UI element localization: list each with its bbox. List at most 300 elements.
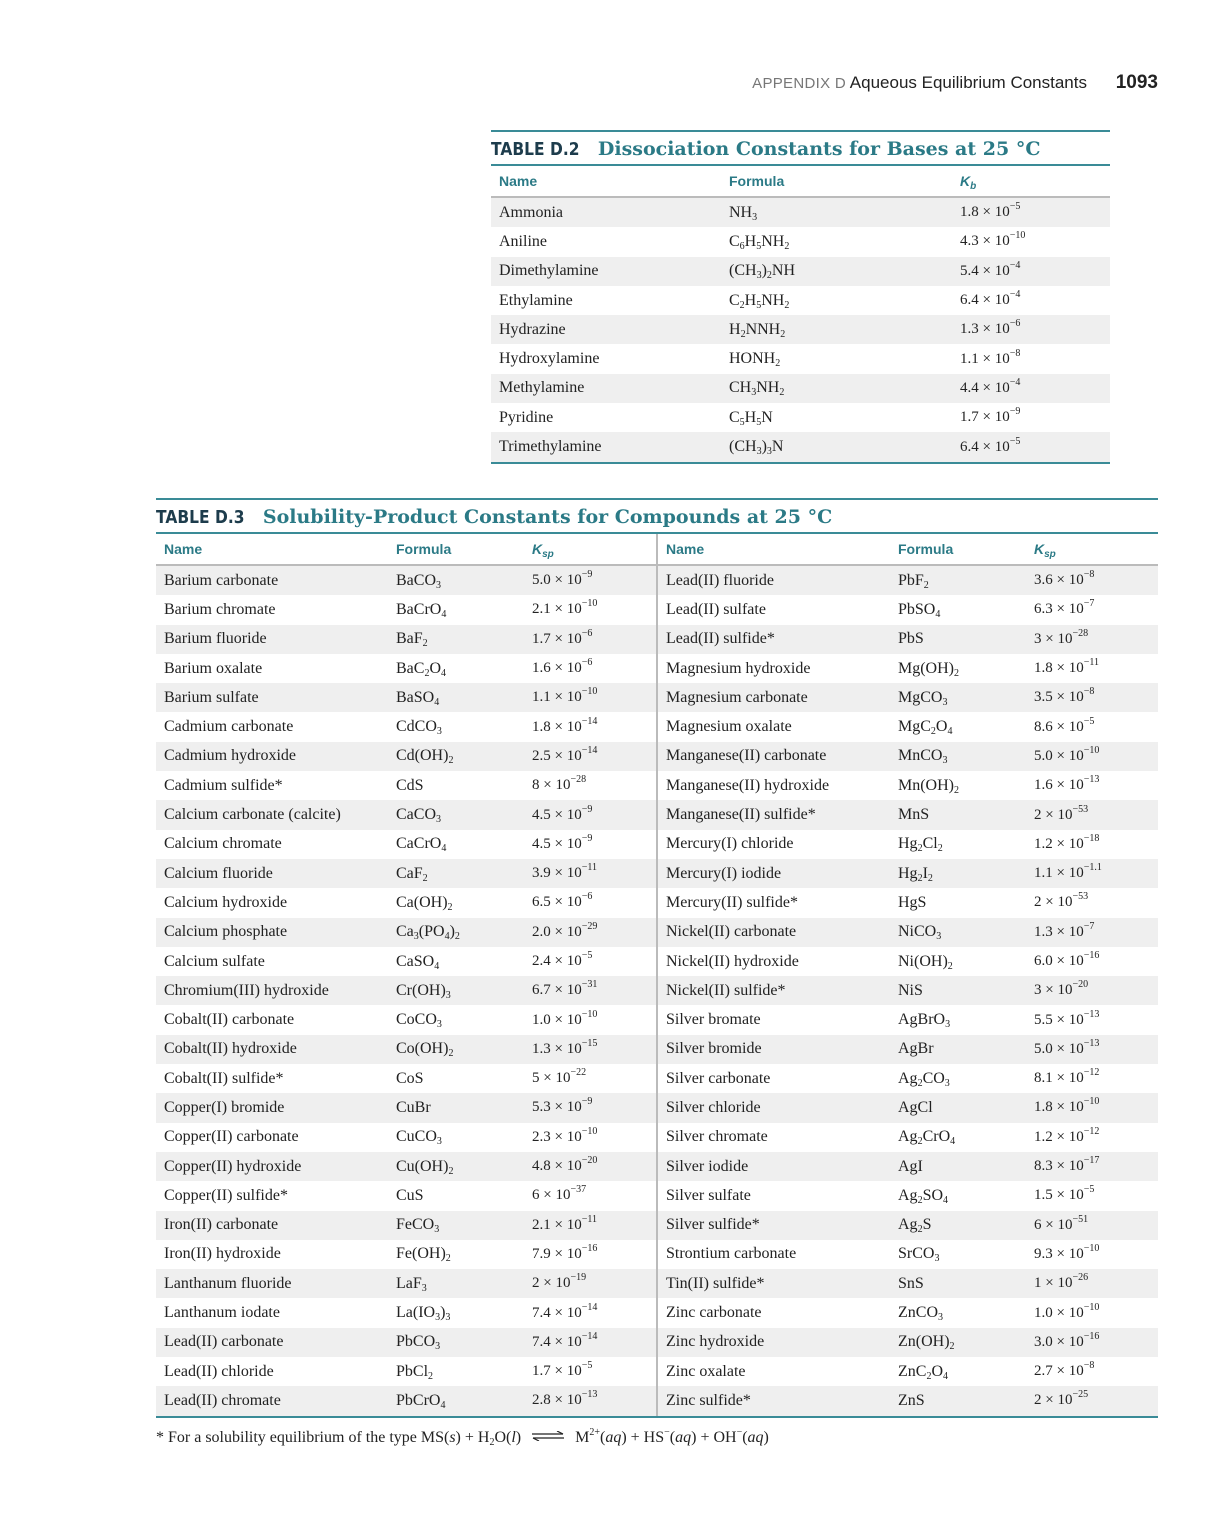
compound-formula: CdS [396, 776, 424, 794]
table-row [156, 1328, 656, 1357]
constant-value: $1.0 \times 10^{-10}$ [532, 1008, 598, 1028]
constant-value: $1.8 \times 10^{-10}$ [1034, 1096, 1100, 1116]
compound-name: Calcium carbonate (calcite) [164, 806, 341, 824]
table-d3-title [156, 498, 1158, 534]
constant-value: $6.5 \times 10^{-6}$ [532, 891, 593, 911]
table-row [156, 888, 656, 917]
table-row [156, 566, 656, 595]
compound-formula: $MgC_2O_4$ [898, 718, 953, 738]
constant-value: $5.4 \times 10^{-4}$ [960, 259, 1021, 279]
compound-name: Lead(II) chromate [164, 1391, 281, 1409]
table-row [156, 918, 656, 947]
constant-value: $6.4 \times 10^{-4}$ [960, 289, 1021, 309]
constant-value: $4.4 \times 10^{-4}$ [960, 376, 1021, 396]
constant-value: $1.5 \times 10^{-5}$ [1034, 1184, 1095, 1204]
table-row [491, 315, 1110, 344]
table-row [156, 625, 656, 654]
compound-name: Hydroxylamine [499, 350, 600, 368]
compound-name: Calcium chromate [164, 835, 282, 853]
table-row [658, 566, 1158, 595]
compound-formula: AgBr [898, 1040, 934, 1058]
constant-value: $8.3 \times 10^{-17}$ [1034, 1155, 1100, 1175]
compound-formula: BaSO$_4$ [396, 688, 440, 708]
compound-formula: $La(IO_3)_3$ [396, 1304, 451, 1324]
compound-name: Lead(II) chloride [164, 1362, 274, 1380]
footnote [156, 1429, 769, 1447]
constant-value: $2 \times 10^{-53}$ [1034, 803, 1089, 823]
constant-value: $5.0 \times 10^{-9}$ [532, 569, 593, 589]
constant-value: $6.7 \times 10^{-31}$ [532, 979, 598, 999]
constant-value: $1.7 \times 10^{-9}$ [960, 406, 1021, 426]
compound-formula: $Ag_2S$ [898, 1216, 932, 1236]
compound-name: Magnesium carbonate [666, 688, 808, 706]
compound-name: Barium fluoride [164, 630, 267, 648]
compound-name: Trimethylamine [499, 438, 602, 456]
compound-formula: NiCO$_3$ [898, 923, 942, 943]
constant-value: $6.0 \times 10^{-16}$ [1034, 950, 1100, 969]
compound-name: Aniline [499, 232, 547, 250]
table-d3 [156, 498, 1158, 1418]
compound-formula: AgBrO$_3$ [898, 1011, 951, 1031]
table-row [658, 1035, 1158, 1064]
compound-name: Methylamine [499, 379, 585, 397]
table-row [658, 683, 1158, 712]
table-row [658, 1357, 1158, 1386]
compound-name: Copper(II) sulfide* [164, 1186, 288, 1204]
compound-name: Cadmium sulfide* [164, 776, 283, 794]
table-row [658, 1328, 1158, 1357]
table-d3-right-body [658, 566, 1158, 1416]
compound-formula: $Ca(OH)_2$ [396, 893, 453, 913]
compound-formula: ZnCO$_3$ [898, 1304, 943, 1324]
compound-name: Nickel(II) hydroxide [666, 952, 799, 970]
compound-name: Cadmium hydroxide [164, 747, 296, 765]
col-header-ksp: $K_{sp}$ [532, 541, 554, 560]
constant-value: $1.2 \times 10^{-12}$ [1034, 1125, 1100, 1145]
constant-value: $8.6 \times 10^{-5}$ [1034, 715, 1095, 735]
table-d2-body [491, 198, 1110, 464]
table-d3-left-body [156, 566, 656, 1416]
table-d2-title [491, 130, 1110, 166]
table-row [658, 1240, 1158, 1269]
table-row [658, 625, 1158, 654]
constant-value: $2.3 \times 10^{-10}$ [532, 1125, 598, 1145]
compound-formula: $Cr(OH)_3$ [396, 981, 451, 1001]
compound-formula: $Zn(OH)_2$ [898, 1333, 955, 1353]
constant-value: $2.0 \times 10^{-29}$ [532, 920, 598, 940]
table-row [658, 1152, 1158, 1181]
table-row [156, 1386, 656, 1415]
table-d3-caption: Solubility-Product Constants for Compounds at 25 °C [262, 506, 833, 528]
compound-name: Lanthanum iodate [164, 1304, 280, 1322]
table-row [658, 742, 1158, 771]
table-row [658, 947, 1158, 976]
constant-value: $1.8 \times 10^{-5}$ [960, 201, 1021, 221]
table-row [658, 830, 1158, 859]
table-row [156, 712, 656, 741]
constant-value: $6 \times 10^{-51}$ [1034, 1213, 1089, 1233]
constant-value: $6.3 \times 10^{-7}$ [1034, 598, 1095, 618]
table-row [658, 800, 1158, 829]
table-row [156, 947, 656, 976]
table-d3-right-half [658, 534, 1158, 1416]
compound-name: Copper(I) bromide [164, 1098, 285, 1116]
compound-formula: $CH_3NH_2$ [729, 379, 785, 399]
compound-formula: BaCrO$_4$ [396, 600, 447, 620]
compound-formula: $Mn(OH)_2$ [898, 776, 959, 796]
constant-value: $4.5 \times 10^{-9}$ [532, 803, 593, 823]
table-row [156, 859, 656, 888]
table-row [156, 830, 656, 859]
compound-formula: $Hg_2Cl_2$ [898, 835, 943, 855]
constant-value: $8.1 \times 10^{-12}$ [1034, 1067, 1100, 1087]
table-row [156, 771, 656, 800]
table-row [156, 654, 656, 683]
col-header-kb: $K_b$ [960, 173, 977, 192]
constant-value: $5.0 \times 10^{-13}$ [1034, 1037, 1100, 1057]
compound-formula: PbCO$_3$ [396, 1333, 441, 1353]
table-row [156, 1298, 656, 1327]
appendix-title: Aqueous Equilibrium Constants [849, 73, 1087, 92]
compound-name: Silver sulfate [666, 1186, 751, 1204]
col-header-formula: Formula [898, 541, 954, 557]
constant-value: $4.5 \times 10^{-9}$ [532, 832, 593, 852]
compound-formula: CaCrO$_4$ [396, 835, 447, 855]
compound-formula: PbCl$_2$ [396, 1362, 434, 1382]
table-row [658, 1269, 1158, 1298]
table-row [156, 1123, 656, 1152]
table-row [156, 742, 656, 771]
compound-name: Zinc carbonate [666, 1304, 762, 1322]
table-row [658, 1005, 1158, 1034]
compound-name: Cobalt(II) hydroxide [164, 1040, 297, 1058]
compound-name: Nickel(II) carbonate [666, 923, 797, 941]
compound-name: Barium carbonate [164, 571, 279, 589]
table-row [658, 888, 1158, 917]
table-row [491, 374, 1110, 403]
table-row [156, 1240, 656, 1269]
constant-value: $5.5 \times 10^{-13}$ [1034, 1008, 1100, 1028]
constant-value: $1.7 \times 10^{-6}$ [532, 627, 593, 647]
table-d3-columns [156, 534, 1158, 1418]
table-row [658, 1298, 1158, 1327]
col-header-name: Name [164, 541, 203, 557]
constant-value: $1.6 \times 10^{-13}$ [1034, 774, 1100, 794]
compound-name: Zinc sulfide* [666, 1391, 751, 1409]
compound-formula: PbF$_2$ [898, 571, 929, 591]
compound-name: Silver sulfide* [666, 1216, 760, 1234]
table-row [491, 403, 1110, 432]
constant-value: $1.1 \times 10^{-1.1}$ [1034, 862, 1102, 882]
footnote-lhs: * For a solubility equilibrium of the type $MS(s) + H_2O(l)$ [156, 1429, 522, 1448]
table-row [156, 800, 656, 829]
compound-name: Manganese(II) sulfide* [666, 806, 816, 824]
compound-name: Lead(II) sulfate [666, 600, 766, 618]
constant-value: $1.3 \times 10^{-7}$ [1034, 920, 1095, 940]
compound-formula: $Fe(OH)_2$ [396, 1245, 451, 1265]
compound-formula: $C_2H_5NH_2$ [729, 291, 790, 311]
compound-formula: FeCO$_3$ [396, 1216, 440, 1236]
constant-value: $2.1 \times 10^{-11}$ [532, 1213, 597, 1233]
table-row [658, 859, 1158, 888]
compound-formula: $Ag_2CO_3$ [898, 1069, 950, 1089]
compound-formula: $(CH_3)_2NH$ [729, 262, 795, 282]
compound-formula: CaCO$_3$ [396, 806, 441, 826]
table-row [491, 344, 1110, 373]
compound-name: Lead(II) sulfide* [666, 630, 775, 648]
compound-formula: $C_5H_5N$ [729, 408, 773, 428]
compound-formula: SrCO$_3$ [898, 1245, 940, 1265]
compound-name: Barium sulfate [164, 688, 259, 706]
compound-formula: ZnS [898, 1391, 925, 1409]
compound-name: Nickel(II) sulfide* [666, 981, 786, 999]
compound-name: Chromium(III) hydroxide [164, 981, 329, 999]
compound-formula: LaF$_3$ [396, 1274, 427, 1294]
running-head [752, 72, 1158, 94]
compound-name: Magnesium hydroxide [666, 659, 811, 677]
constant-value: $2 \times 10^{-53}$ [1034, 891, 1089, 911]
constant-value: $2.1 \times 10^{-10}$ [532, 598, 598, 618]
compound-name: Tin(II) sulfide* [666, 1274, 765, 1292]
compound-formula: MnS [898, 806, 930, 824]
compound-formula: CaF$_2$ [396, 864, 428, 884]
compound-formula: CuBr [396, 1098, 431, 1116]
table-row [156, 1181, 656, 1210]
compound-formula: CuCO$_3$ [396, 1128, 442, 1148]
compound-name: Calcium hydroxide [164, 893, 288, 911]
table-row [156, 1005, 656, 1034]
footnote-rhs: $M^{2+}(aq) + HS^-(aq) + OH^-(aq)$ [575, 1427, 769, 1446]
table-row [491, 257, 1110, 286]
table-row [658, 1211, 1158, 1240]
compound-formula: BaF$_2$ [396, 630, 428, 650]
constant-value: $8 \times 10^{-28}$ [532, 774, 587, 794]
col-header-name: Name [666, 541, 705, 557]
table-row [658, 918, 1158, 947]
table-row [156, 1152, 656, 1181]
constant-value: $4.3 \times 10^{-10}$ [960, 230, 1026, 250]
compound-formula: $H_2NNH_2$ [729, 320, 786, 340]
compound-name: Calcium sulfate [164, 952, 265, 970]
table-row [156, 1211, 656, 1240]
compound-name: Zinc hydroxide [666, 1333, 765, 1351]
compound-formula: $Mg(OH)_2$ [898, 659, 959, 679]
constant-value: $1.8 \times 10^{-14}$ [532, 715, 598, 735]
table-d3-right-header [658, 534, 1158, 566]
constant-value: $5.0 \times 10^{-10}$ [1034, 744, 1100, 764]
col-header-formula: Formula [396, 541, 452, 557]
compound-name: Lead(II) carbonate [164, 1333, 284, 1351]
compound-name: Manganese(II) hydroxide [666, 776, 830, 794]
constant-value: $7.4 \times 10^{-14}$ [532, 1301, 598, 1321]
compound-formula: $Ni(OH)_2$ [898, 952, 953, 972]
table-d2-label: TABLE D.2 [491, 139, 580, 160]
constant-value: $6.4 \times 10^{-5}$ [960, 435, 1021, 455]
table-row [658, 1386, 1158, 1415]
constant-value: $3.0 \times 10^{-16}$ [1034, 1330, 1100, 1350]
appendix-label: APPENDIX D [752, 75, 846, 92]
compound-name: Calcium phosphate [164, 923, 288, 941]
compound-formula: $Ag_2SO_4$ [898, 1186, 949, 1206]
compound-formula: $ZnC_2O_4$ [898, 1362, 949, 1382]
table-d2-caption: Dissociation Constants for Bases at 25 °C [597, 138, 1041, 160]
table-d3-left-header [156, 534, 656, 566]
compound-formula: $Co(OH)_2$ [396, 1040, 454, 1060]
table-row [156, 683, 656, 712]
compound-name: Barium chromate [164, 600, 276, 618]
constant-value: $7.4 \times 10^{-14}$ [532, 1330, 598, 1350]
compound-formula: AgCl [898, 1098, 933, 1116]
table-row [156, 976, 656, 1005]
compound-name: Silver iodide [666, 1157, 749, 1175]
compound-name: Ethylamine [499, 291, 573, 309]
constant-value: $4.8 \times 10^{-20}$ [532, 1155, 598, 1175]
table-row [491, 198, 1110, 227]
table-d3-label: TABLE D.3 [156, 507, 245, 528]
compound-name: Mercury(I) chloride [666, 835, 794, 853]
table-row [156, 1064, 656, 1093]
compound-formula: CdCO$_3$ [396, 718, 442, 738]
constant-value: $1.1 \times 10^{-10}$ [532, 686, 598, 706]
table-row [491, 432, 1110, 461]
compound-name: Silver bromide [666, 1040, 762, 1058]
constant-value: $2 \times 10^{-19}$ [532, 1272, 587, 1292]
compound-formula: PbSO$_4$ [898, 600, 941, 620]
compound-formula: NiS [898, 981, 923, 999]
table-row [658, 595, 1158, 624]
compound-name: Iron(II) hydroxide [164, 1245, 281, 1263]
compound-formula: $Cu(OH)_2$ [396, 1157, 454, 1177]
constant-value: $2.4 \times 10^{-5}$ [532, 950, 593, 969]
constant-value: $1.8 \times 10^{-11}$ [1034, 657, 1099, 677]
table-row [658, 654, 1158, 683]
compound-name: Silver bromate [666, 1011, 761, 1029]
table-row [156, 1357, 656, 1386]
constant-value: $3.5 \times 10^{-8}$ [1034, 686, 1095, 706]
compound-formula: $C_6H_5NH_2$ [729, 232, 790, 252]
compound-name: Silver chromate [666, 1128, 768, 1146]
compound-formula: $(CH_3)_3N$ [729, 438, 784, 458]
table-row [658, 771, 1158, 800]
table-row [658, 1181, 1158, 1210]
compound-formula: BaCO$_3$ [396, 571, 441, 591]
compound-formula: SnS [898, 1274, 924, 1292]
compound-formula: CaSO$_4$ [396, 952, 440, 972]
compound-name: Ammonia [499, 203, 563, 221]
col-header-name: Name [499, 173, 538, 189]
compound-name: Copper(II) carbonate [164, 1128, 299, 1146]
col-header-ksp: $K_{sp}$ [1034, 541, 1056, 560]
compound-formula: CuS [396, 1186, 424, 1204]
table-row [491, 227, 1110, 256]
compound-name: Copper(II) hydroxide [164, 1157, 302, 1175]
table-row [491, 286, 1110, 315]
constant-value: $2.5 \times 10^{-14}$ [532, 744, 598, 764]
compound-formula: MgCO$_3$ [898, 688, 948, 708]
table-d2-header [491, 166, 1110, 198]
compound-name: Cadmium carbonate [164, 718, 294, 736]
constant-value: $2 \times 10^{-25}$ [1034, 1389, 1089, 1409]
compound-formula: $Ca_3(PO_4)_2$ [396, 923, 460, 943]
page-number: 1093 [1115, 72, 1158, 93]
table-row [658, 1064, 1158, 1093]
constant-value: $9.3 \times 10^{-10}$ [1034, 1242, 1100, 1262]
compound-formula: $HONH_2$ [729, 350, 781, 370]
col-header-formula: Formula [729, 173, 785, 189]
constant-value: $7.9 \times 10^{-16}$ [532, 1242, 598, 1262]
compound-formula: AgI [898, 1157, 923, 1175]
table-row [658, 1093, 1158, 1122]
compound-name: Lead(II) fluoride [666, 571, 774, 589]
compound-name: Strontium carbonate [666, 1245, 797, 1263]
table-row [156, 595, 656, 624]
compound-formula: $Ag_2CrO_4$ [898, 1128, 956, 1148]
table-row [658, 1123, 1158, 1152]
compound-name: Lanthanum fluoride [164, 1274, 292, 1292]
compound-name: Cobalt(II) carbonate [164, 1011, 295, 1029]
table-row [156, 1035, 656, 1064]
compound-name: Zinc oxalate [666, 1362, 746, 1380]
compound-formula: MnCO$_3$ [898, 747, 948, 767]
compound-name: Mercury(II) sulfide* [666, 893, 798, 911]
compound-name: Hydrazine [499, 320, 566, 338]
compound-formula: $Hg_2I_2$ [898, 864, 933, 884]
compound-name: Calcium fluoride [164, 864, 273, 882]
compound-formula: PbS [898, 630, 924, 648]
table-row [156, 1269, 656, 1298]
constant-value: $1.3 \times 10^{-6}$ [960, 318, 1021, 338]
compound-formula: $BaC_2O_4$ [396, 659, 447, 679]
constant-value: $1.0 \times 10^{-10}$ [1034, 1301, 1100, 1321]
compound-name: Silver chloride [666, 1098, 761, 1116]
constant-value: $3.6 \times 10^{-8}$ [1034, 569, 1095, 589]
constant-value: $1.2 \times 10^{-18}$ [1034, 832, 1100, 852]
compound-name: Barium oxalate [164, 659, 263, 677]
constant-value: $1.1 \times 10^{-8}$ [960, 347, 1021, 367]
compound-formula: CoCO$_3$ [396, 1011, 442, 1031]
compound-name: Pyridine [499, 408, 554, 426]
constant-value: $3.9 \times 10^{-11}$ [532, 862, 597, 882]
constant-value: $3 \times 10^{-28}$ [1034, 627, 1089, 647]
compound-name: Mercury(I) iodide [666, 864, 782, 882]
compound-formula: HgS [898, 893, 927, 911]
constant-value: $2.8 \times 10^{-13}$ [532, 1389, 598, 1409]
compound-name: Magnesium oxalate [666, 718, 792, 736]
compound-formula: $Cd(OH)_2$ [396, 747, 454, 767]
compound-formula: CoS [396, 1069, 424, 1087]
table-row [658, 976, 1158, 1005]
table-d2 [491, 130, 1110, 464]
compound-name: Cobalt(II) sulfide* [164, 1069, 284, 1087]
constant-value: $1.7 \times 10^{-5}$ [532, 1360, 593, 1380]
compound-name: Silver carbonate [666, 1069, 771, 1087]
constant-value: $1.6 \times 10^{-6}$ [532, 657, 593, 677]
compound-name: Dimethylamine [499, 262, 599, 280]
table-d3-left-half [156, 534, 656, 1416]
constant-value: $3 \times 10^{-20}$ [1034, 979, 1089, 999]
constant-value: $1.3 \times 10^{-15}$ [532, 1037, 598, 1057]
constant-value: $6 \times 10^{-37}$ [532, 1184, 587, 1204]
compound-name: Manganese(II) carbonate [666, 747, 827, 765]
constant-value: $5.3 \times 10^{-9}$ [532, 1096, 593, 1116]
table-row [156, 1093, 656, 1122]
constant-value: $5 \times 10^{-22}$ [532, 1067, 587, 1087]
compound-formula: PbCrO$_4$ [396, 1391, 446, 1411]
compound-name: Iron(II) carbonate [164, 1216, 279, 1234]
equilibrium-arrow-icon [531, 1431, 565, 1441]
constant-value: $2.7 \times 10^{-8}$ [1034, 1360, 1095, 1380]
constant-value: $1 \times 10^{-26}$ [1034, 1272, 1089, 1292]
